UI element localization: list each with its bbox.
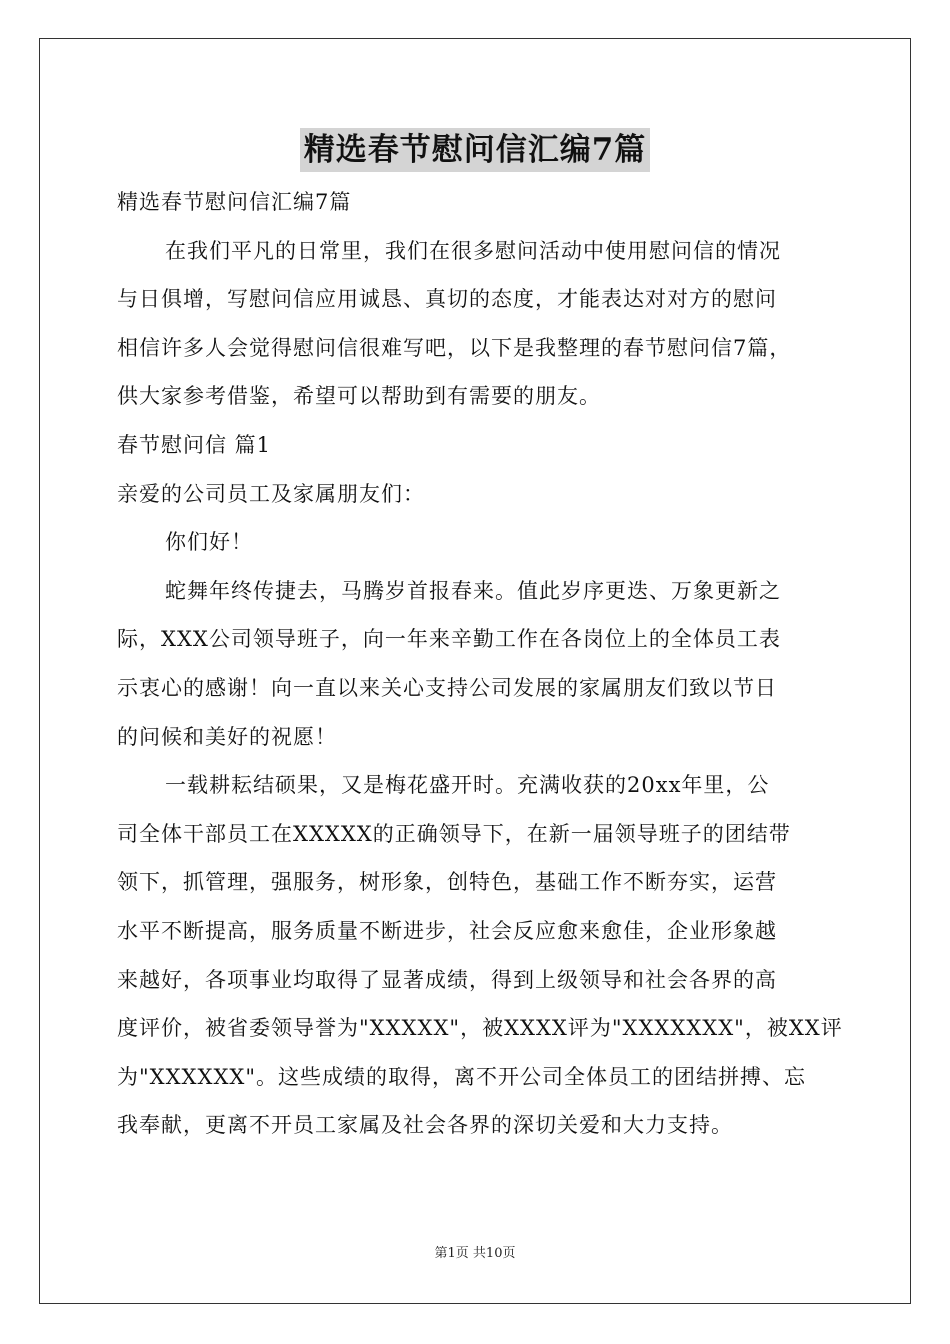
- document-body: [117, 178, 843, 1150]
- text-line: 供大家参考借鉴，希望可以帮助到有需要的朋友。: [117, 384, 601, 409]
- text-line: 一载耕耘结硕果，又是梅花盛开时。充满收获的20xx年里，公: [165, 773, 770, 798]
- text-line: 在我们平凡的日常里，我们在很多慰问活动中使用慰问信的情况: [165, 238, 781, 263]
- text-line: 与日俱增，写慰问信应用诚恳、真切的态度，才能表达对对方的慰问: [117, 287, 777, 312]
- document-title: 精选春节慰问信汇编7篇: [300, 128, 651, 172]
- text-line: 水平不断提高，服务质量不断进步，社会反应愈来愈佳，企业形象越: [117, 918, 777, 943]
- text-line: 我奉献，更离不开员工家属及社会各界的深切关爱和大力支持。: [117, 1113, 733, 1138]
- text-line: 领下，抓管理，强服务，树形象，创特色，基础工作不断夯实，运营: [117, 870, 777, 895]
- text-line: 相信许多人会觉得慰问信很难写吧，以下是我整理的春节慰问信7篇，: [117, 335, 792, 360]
- text-line: 你们好！: [165, 530, 253, 555]
- text-line: 亲爱的公司员工及家属朋友们：: [117, 481, 425, 506]
- text-line: 为"XXXXXX"。这些成绩的取得，离不开公司全体员工的团结拼搏、忘: [117, 1064, 807, 1089]
- text-line: 际，XXX公司领导班子，向一年来辛勤工作在各岗位上的全体员工表: [117, 627, 781, 652]
- page-footer: 第1页 共10页: [434, 1246, 516, 1261]
- text-line: 春节慰问信 篇1: [117, 432, 272, 457]
- text-line: 的问候和美好的祝愿！: [117, 724, 337, 749]
- text-line: 司全体干部员工在XXXXX的正确领导下，在新一届领导班子的团结带: [117, 821, 791, 846]
- text-line: 示衷心的感谢！向一直以来关心支持公司发展的家属朋友们致以节日: [117, 675, 777, 700]
- text-line: 蛇舞年终传捷去，马腾岁首报春来。值此岁序更迭、万象更新之: [165, 578, 781, 603]
- text-line: 度评价，被省委领导誉为"XXXXX"，被XXXX评为"XXXXXXX"，被XX评: [117, 1016, 843, 1041]
- text-line: 精选春节慰问信汇编7篇: [117, 190, 352, 214]
- text-line: 来越好，各项事业均取得了显著成绩，得到上级领导和社会各界的高: [117, 967, 777, 992]
- title-container: [0, 128, 950, 172]
